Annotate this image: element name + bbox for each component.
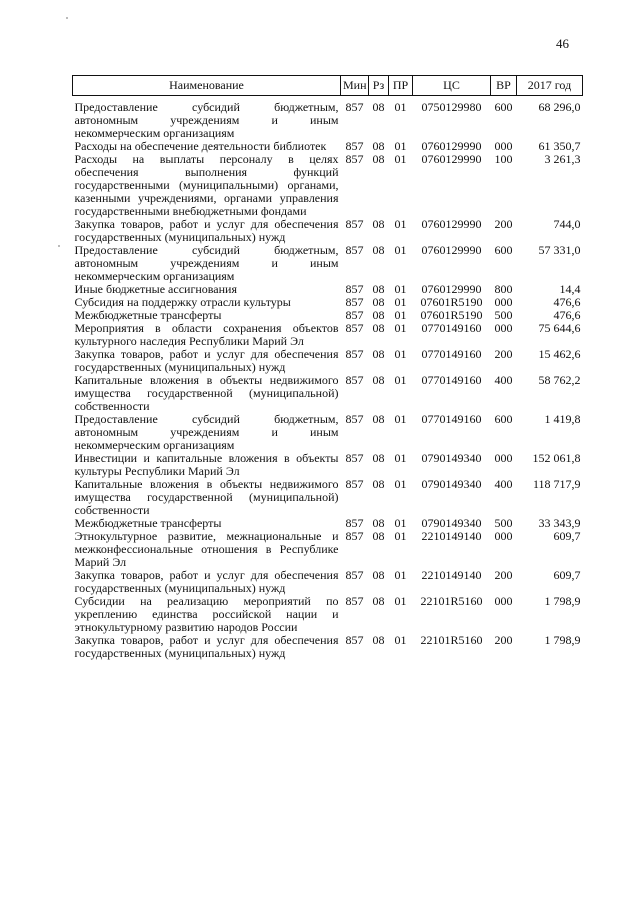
- row-amount: 75 644,6: [538, 321, 581, 335]
- row-vr: 200: [494, 347, 513, 361]
- budget-table: [72, 75, 583, 660]
- row-amount: 57 331,0: [538, 243, 581, 257]
- row-pr: 01: [394, 100, 407, 114]
- row-amount: 1 798,9: [544, 594, 581, 608]
- row-pr: 01: [394, 373, 407, 387]
- table-row: [73, 452, 583, 478]
- row-vr: 600: [494, 243, 513, 257]
- row-cs: 22101R5160: [420, 594, 483, 608]
- row-cs: 2210149140: [421, 568, 482, 582]
- row-min: 857: [345, 100, 364, 114]
- row-vr: 500: [494, 308, 513, 322]
- header-year: 2017 год: [517, 76, 583, 96]
- row-min: 857: [345, 594, 364, 608]
- row-amount: 1 798,9: [544, 633, 581, 647]
- table-row: [73, 96, 583, 141]
- row-amount: 476,6: [553, 308, 581, 322]
- row-min: 857: [345, 152, 364, 166]
- row-rz: 08: [372, 243, 385, 257]
- table-row: [73, 569, 583, 595]
- row-rz: 08: [372, 568, 385, 582]
- row-vr: 600: [494, 412, 513, 426]
- row-amount: 152 061,8: [532, 451, 581, 465]
- row-pr: 01: [394, 412, 407, 426]
- table-row: [73, 218, 583, 244]
- row-vr: 000: [494, 451, 513, 465]
- row-name: Закупка товаров, работ и услуг для обеспечения государственных (муниципальных) нужд: [74, 217, 339, 244]
- row-amount: 61 350,7: [538, 139, 581, 153]
- table-row: [73, 153, 583, 218]
- row-min: 857: [345, 282, 364, 296]
- row-amount: 58 762,2: [538, 373, 581, 387]
- row-pr: 01: [394, 594, 407, 608]
- row-name: Мероприятия в области сохранения объектов культурного наследия Республики Марий Эл: [74, 321, 339, 348]
- row-cs: 07601R5190: [420, 295, 483, 309]
- row-vr: 200: [494, 633, 513, 647]
- row-min: 857: [345, 633, 364, 647]
- scan-speck: [66, 17, 68, 19]
- row-cs: 2210149140: [421, 529, 482, 543]
- row-name: Межбюджетные трансферты: [74, 308, 222, 322]
- row-min: 857: [345, 217, 364, 231]
- row-cs: 0770149160: [421, 412, 482, 426]
- row-cs: 22101R5160: [420, 633, 483, 647]
- row-pr: 01: [394, 308, 407, 322]
- row-rz: 08: [372, 529, 385, 543]
- row-name: Капитальные вложения в объекты недвижимого имущества государственной (муниципальной) собственности: [74, 373, 339, 413]
- row-pr: 01: [394, 321, 407, 335]
- row-name: Капитальные вложения в объекты недвижимого имущества государственной (муниципальной) собственности: [74, 477, 339, 517]
- row-rz: 08: [372, 152, 385, 166]
- row-rz: 08: [372, 516, 385, 530]
- row-name: Закупка товаров, работ и услуг для обеспечения государственных (муниципальных) нужд: [74, 633, 339, 660]
- header-min: Мин: [341, 76, 369, 96]
- header-pr: ПР: [389, 76, 413, 96]
- row-rz: 08: [372, 451, 385, 465]
- table-row: [73, 478, 583, 517]
- row-rz: 08: [372, 412, 385, 426]
- row-name: Субсидия на поддержку отрасли культуры: [74, 295, 291, 309]
- table-row: [73, 348, 583, 374]
- row-pr: 01: [394, 217, 407, 231]
- row-vr: 000: [494, 594, 513, 608]
- row-rz: 08: [372, 633, 385, 647]
- table-row: [73, 595, 583, 634]
- header-name: Наименование: [73, 76, 341, 96]
- row-name: Этнокультурное развитие, межнациональные и межконфессиональные отношения в Республике Марий Эл: [74, 529, 339, 569]
- row-name: Субсидии на реализацию мероприятий по укреплению единства российской нации и этнокультурному развитию народов России: [74, 594, 339, 634]
- table-row: [73, 634, 583, 660]
- row-pr: 01: [394, 152, 407, 166]
- row-cs: 0760129990: [421, 152, 482, 166]
- row-cs: 0760129990: [421, 217, 482, 231]
- row-pr: 01: [394, 451, 407, 465]
- row-amount: 15 462,6: [538, 347, 581, 361]
- table-row: [73, 413, 583, 452]
- row-rz: 08: [372, 139, 385, 153]
- row-name: Закупка товаров, работ и услуг для обеспечения государственных (муниципальных) нужд: [74, 568, 339, 595]
- row-rz: 08: [372, 321, 385, 335]
- row-amount: 68 296,0: [538, 100, 581, 114]
- row-amount: 118 717,9: [532, 477, 581, 491]
- row-name: Расходы на выплаты персоналу в целях обеспечения выполнения функций государственными (муниципальными) органами, казенными учреждениями, органами управления государственными внебюджетными фондами: [74, 152, 339, 218]
- row-min: 857: [345, 347, 364, 361]
- header-rz: Рз: [369, 76, 389, 96]
- row-name: Межбюджетные трансферты: [74, 516, 222, 530]
- row-name: Инвестиции и капитальные вложения в объекты культуры Республики Марий Эл: [74, 451, 339, 478]
- row-vr: 200: [494, 568, 513, 582]
- row-name: Расходы на обеспечение деятельности библиотек: [74, 139, 327, 153]
- row-vr: 400: [494, 477, 513, 491]
- row-cs: 0770149160: [421, 321, 482, 335]
- row-rz: 08: [372, 295, 385, 309]
- row-pr: 01: [394, 282, 407, 296]
- row-min: 857: [345, 451, 364, 465]
- row-cs: 0770149160: [421, 347, 482, 361]
- table-row: [73, 374, 583, 413]
- row-name: Предоставление субсидий бюджетным, автономным учреждениям и иным некоммерческим организациям: [74, 243, 339, 283]
- row-min: 857: [345, 568, 364, 582]
- row-amount: 14,4: [559, 282, 581, 296]
- row-rz: 08: [372, 594, 385, 608]
- table-row: [73, 322, 583, 348]
- row-min: 857: [345, 321, 364, 335]
- row-min: 857: [345, 516, 364, 530]
- row-rz: 08: [372, 308, 385, 322]
- table-row: [73, 530, 583, 569]
- row-cs: 0770149160: [421, 373, 482, 387]
- header-cs: ЦС: [413, 76, 491, 96]
- page-number: 46: [556, 36, 569, 51]
- row-vr: 000: [494, 295, 513, 309]
- row-amount: 3 261,3: [544, 152, 581, 166]
- row-amount: 609,7: [553, 529, 581, 543]
- row-rz: 08: [372, 347, 385, 361]
- row-pr: 01: [394, 529, 407, 543]
- row-cs: 0750129980: [421, 100, 482, 114]
- row-vr: 100: [494, 152, 513, 166]
- row-vr: 000: [494, 529, 513, 543]
- row-rz: 08: [372, 100, 385, 114]
- row-min: 857: [345, 243, 364, 257]
- row-rz: 08: [372, 282, 385, 296]
- row-amount: 476,6: [553, 295, 581, 309]
- row-vr: 400: [494, 373, 513, 387]
- row-min: 857: [345, 412, 364, 426]
- row-pr: 01: [394, 516, 407, 530]
- row-amount: 609,7: [553, 568, 581, 582]
- row-pr: 01: [394, 347, 407, 361]
- row-vr: 800: [494, 282, 513, 296]
- table-header-row: [73, 76, 583, 96]
- row-name: Иные бюджетные ассигнования: [74, 282, 237, 296]
- row-min: 857: [345, 477, 364, 491]
- row-cs: 0760129990: [421, 139, 482, 153]
- row-vr: 500: [494, 516, 513, 530]
- row-cs: 07601R5190: [420, 308, 483, 322]
- row-rz: 08: [372, 217, 385, 231]
- row-name: Закупка товаров, работ и услуг для обеспечения государственных (муниципальных) нужд: [74, 347, 339, 374]
- row-min: 857: [345, 308, 364, 322]
- row-amount: 33 343,9: [538, 516, 581, 530]
- row-amount: 1 419,8: [544, 412, 581, 426]
- scan-speck: [58, 245, 60, 247]
- row-pr: 01: [394, 295, 407, 309]
- row-pr: 01: [394, 568, 407, 582]
- row-vr: 000: [494, 321, 513, 335]
- table-row: [73, 244, 583, 283]
- row-vr: 000: [494, 139, 513, 153]
- header-vr: ВР: [491, 76, 517, 96]
- row-min: 857: [345, 373, 364, 387]
- row-pr: 01: [394, 243, 407, 257]
- row-pr: 01: [394, 633, 407, 647]
- row-cs: 0790149340: [421, 477, 482, 491]
- row-rz: 08: [372, 373, 385, 387]
- row-name: Предоставление субсидий бюджетным, автономным учреждениям и иным некоммерческим организациям: [74, 412, 339, 452]
- row-cs: 0790149340: [421, 516, 482, 530]
- row-cs: 0760129990: [421, 243, 482, 257]
- row-min: 857: [345, 529, 364, 543]
- row-min: 857: [345, 295, 364, 309]
- row-vr: 600: [494, 100, 513, 114]
- row-amount: 744,0: [553, 217, 581, 231]
- row-pr: 01: [394, 477, 407, 491]
- row-cs: 0760129990: [421, 282, 482, 296]
- row-pr: 01: [394, 139, 407, 153]
- row-vr: 200: [494, 217, 513, 231]
- row-name: Предоставление субсидий бюджетным, автономным учреждениям и иным некоммерческим организациям: [74, 100, 339, 140]
- row-rz: 08: [372, 477, 385, 491]
- row-cs: 0790149340: [421, 451, 482, 465]
- row-min: 857: [345, 139, 364, 153]
